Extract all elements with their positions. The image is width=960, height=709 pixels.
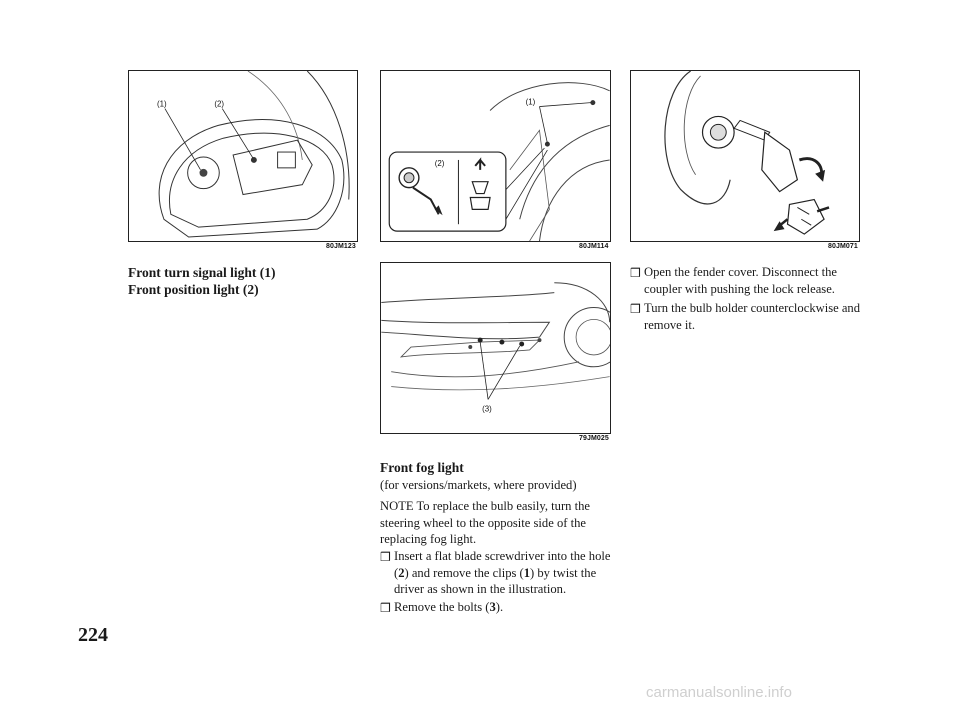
callout-2: (2) xyxy=(434,158,445,168)
figure-bumper-bolts xyxy=(380,262,611,434)
figure-headlight xyxy=(128,70,358,242)
bullet-box-icon: ❒ xyxy=(380,550,391,564)
front-turn-signal-label: Front turn signal light (1) xyxy=(128,265,276,280)
bulb-holder-illustration xyxy=(631,71,859,241)
bullet-insert-screwdriver: ❒ Insert a flat blade screwdriver into the hole (2) and remove the clips (1) by twist the driver as shown in the illustration. xyxy=(380,549,611,596)
fender-clips-illustration xyxy=(381,71,610,241)
callout-1: (1) xyxy=(157,99,167,109)
page-number: 224 xyxy=(78,624,108,646)
figure-code: 80JM071 xyxy=(828,243,858,250)
bullet-remove-bolts: ❒ Remove the bolts (3). xyxy=(380,600,504,615)
callout-1: (1) xyxy=(525,97,536,107)
figure-fender-clips xyxy=(380,70,611,242)
watermark: carmanualsonline.info xyxy=(646,684,792,701)
bullet-box-icon: ❒ xyxy=(630,302,641,316)
bullet-open-fender-cover: ❒ Open the fender cover. Disconnect the coupler with pushing the lock release. xyxy=(630,265,838,296)
note-paragraph: NOTE To replace the bulb easily, turn the steering wheel to the opposite side of the replacing fog light. xyxy=(380,499,590,546)
figure-code: 79JM025 xyxy=(579,435,609,442)
bullet-box-icon: ❒ xyxy=(630,266,641,280)
section-subtitle: (for versions/markets, where provided) xyxy=(380,478,577,492)
callout-3: (3) xyxy=(482,404,492,414)
figure-code: 80JM123 xyxy=(326,243,356,250)
figure-code: 80JM114 xyxy=(579,243,609,250)
bullet-box-icon: ❒ xyxy=(380,601,391,615)
callout-2: (2) xyxy=(214,99,224,109)
front-position-light-label: Front position light (2) xyxy=(128,282,259,297)
bumper-bolts-illustration xyxy=(381,263,610,433)
figure-bulb-holder xyxy=(630,70,860,242)
section-heading: Front fog light xyxy=(380,460,464,475)
bullet-turn-bulb-holder: ❒ Turn the bulb holder counterclockwise and remove it. xyxy=(630,301,861,332)
headlight-illustration xyxy=(129,71,357,241)
